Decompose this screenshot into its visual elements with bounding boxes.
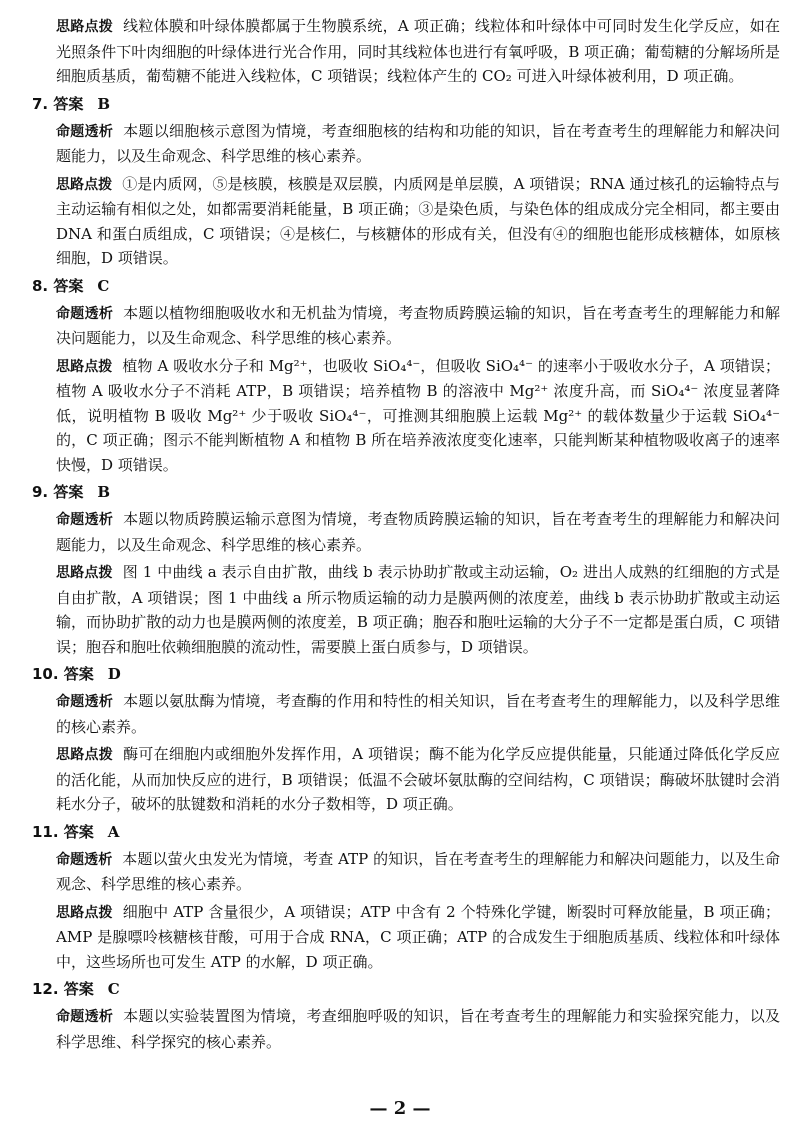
hint-label: 思路点拨 [56, 904, 113, 921]
hint-label: 思路点拨 [56, 358, 113, 375]
hint-text: 图 1 中曲线 a 表示自由扩散，曲线 b 表示协助扩散或主动运输，O₂ 进出人成熟的红细胞的方式是自由扩散，A 项错误；图 1 中曲线 a 所示物质运输的动力是膜两侧的浓度差，曲线 b 表示协助扩散或主动运输，而协助扩散的动力也是膜两侧的浓度差，B 项正确；胞吞和胞吐运输的大分子不一定都是蛋白质，C 项错误；胞吞和胞吐依赖细胞膜的流动性，需要膜上蛋白质参与，D 项错误。 [56, 563, 781, 656]
answer-letter: B [97, 94, 111, 113]
answer-letter: D [107, 665, 121, 683]
question-10-answer-line [32, 663, 780, 685]
question-11-hint [32, 900, 780, 975]
intent-text: 本题以氨肽酶为情境，考查酶的作用和特性的相关知识，旨在考查考生的理解能力，以及科学思维的核心素养。 [56, 692, 781, 736]
question-9-hint [32, 560, 780, 659]
intent-label: 命题透析 [56, 851, 113, 868]
hint-label: 思路点拨 [56, 565, 113, 581]
intent-text: 本题以物质跨膜运输示意图为情境，考查物质跨膜运输的知识，旨在考查考生的理解能力和解决问题能力，以及生命观念、科学思维的核心素养。 [56, 510, 781, 554]
hint-label: 思路点拨 [56, 747, 114, 763]
question-11-intent [32, 847, 780, 897]
answer-letter: C [107, 980, 120, 998]
page-content [32, 14, 780, 1057]
hint-text: 线粒体膜和叶绿体膜都属于生物膜系统，A 项正确；线粒体和叶绿体中可同时发生化学反应，如在光照条件下叶肉细胞的叶绿体进行光合作用，同时其线粒体也进行有氧呼吸，B 项正确；葡萄糖的分解场所是细胞质基质，葡萄糖不能进入线粒体，C 项错误；线粒体产生的 CO₂ 可进入叶绿体被利用，D 项正确。 [56, 17, 780, 85]
answer-letter: C [97, 276, 110, 295]
question-number: 11. 答案 [32, 822, 94, 841]
question-12-intent [32, 1004, 780, 1054]
question-11-answer-line [32, 821, 780, 843]
question-number: 8. 答案 [32, 276, 84, 295]
hint-text: 植物 A 吸收水分子和 Mg²⁺，也吸收 SiO₄⁴⁻，但吸收 SiO₄⁴⁻ 的速率小于吸收水分子，A 项错误；植物 A 吸收水分子不消耗 ATP，B 项错误；培养植物 B 的溶液中 Mg²⁺ 浓度升高，而 SiO₄⁴⁻ 浓度显著降低，说明植物 B 吸收 Mg²⁺ 少于吸收 SiO₄⁴⁻，可推测其细胞膜上运载 Mg²⁺ 的载体数量少于运载 SiO₄⁴⁻ 的，C 项正确；图示不能判断植物 A 和植物 B 所在培养液浓度变化速率，只能判断某种植物吸收离子的速率快慢，D 项错误。 [56, 356, 780, 474]
question-8-intent [32, 301, 780, 351]
question-9-answer-line [32, 481, 780, 503]
top-hint-paragraph [32, 14, 780, 89]
intent-text: 本题以实验装置图为情境，考查细胞呼吸的知识，旨在考查考生的理解能力和实验探究能力，以及科学思维、科学探究的核心素养。 [56, 1007, 781, 1051]
intent-text: 本题以植物细胞吸收水和无机盐为情境，考查物质跨膜运输的知识，旨在考查考生的理解能力和解决问题能力，以及生命观念、科学思维的核心素养。 [56, 303, 781, 347]
intent-label: 命题透析 [56, 123, 114, 140]
question-12-answer-line [32, 978, 780, 1000]
question-7-hint [32, 172, 780, 271]
question-8-answer-line [32, 275, 780, 297]
hint-text: 酶可在细胞内或细胞外发挥作用，A 项错误；酶不能为化学反应提供能量，只能通过降低化学反应的活化能，从而加快反应的进行，B 项错误；低温不会破坏氨肽酶的空间结构，C 项错误；酶破坏肽键时会消耗水分子，破坏的肽键数和消耗的水分子数相等，D 项正确。 [56, 745, 780, 813]
question-7-intent [32, 119, 780, 169]
question-10-intent [32, 689, 780, 739]
answer-letter: B [97, 483, 111, 501]
intent-label: 命题透析 [56, 512, 114, 528]
question-number: 9. 答案 [32, 483, 84, 501]
answer-letter: A [107, 822, 120, 841]
hint-label: 思路点拨 [56, 19, 114, 35]
hint-text: 细胞中 ATP 含量很少，A 项错误；ATP 中含有 2 个特殊化学键，断裂时可释放能量，B 项正确；AMP 是腺嘌呤核糖核苷酸，可用于合成 RNA，C 项正确；ATP 的合成发生于细胞质基质、线粒体和叶绿体中，这些场所也可发生 ATP 的水解，D 项正确。 [56, 902, 781, 971]
intent-label: 命题透析 [56, 694, 114, 710]
question-10-hint [32, 742, 780, 817]
intent-label: 命题透析 [56, 305, 114, 322]
question-8-hint [32, 354, 780, 478]
intent-text: 本题以细胞核示意图为情境，考查细胞核的结构和功能的知识，旨在考查考生的理解能力和解决问题能力，以及生命观念、科学思维的核心素养。 [56, 121, 781, 165]
page-number: — 2 — [369, 1098, 431, 1119]
intent-text: 本题以萤火虫发光为情境，考查 ATP 的知识，旨在考查考生的理解能力和解决问题能力，以及生命观念、科学思维的核心素养。 [56, 849, 781, 893]
question-number: 10. 答案 [32, 665, 94, 683]
question-number: 12. 答案 [32, 980, 94, 998]
question-number: 7. 答案 [32, 94, 84, 113]
question-9-intent [32, 507, 780, 557]
hint-label: 思路点拨 [56, 176, 113, 193]
hint-text: ①是内质网，⑤是核膜，核膜是双层膜，内质网是单层膜，A 项错误；RNA 通过核孔的运输特点与主动运输有相似之处，如都需要消耗能量，B 项正确；③是染色质，与染色体的组成成分完全相同，都主要由 DNA 和蛋白质组成，C 项错误；④是核仁，与核糖体的形成有关，但没有④的细胞也能形成核糖体，如原核细胞，D 项错误。 [56, 174, 781, 267]
question-7-answer-line [32, 93, 780, 115]
intent-label: 命题透析 [56, 1009, 114, 1025]
